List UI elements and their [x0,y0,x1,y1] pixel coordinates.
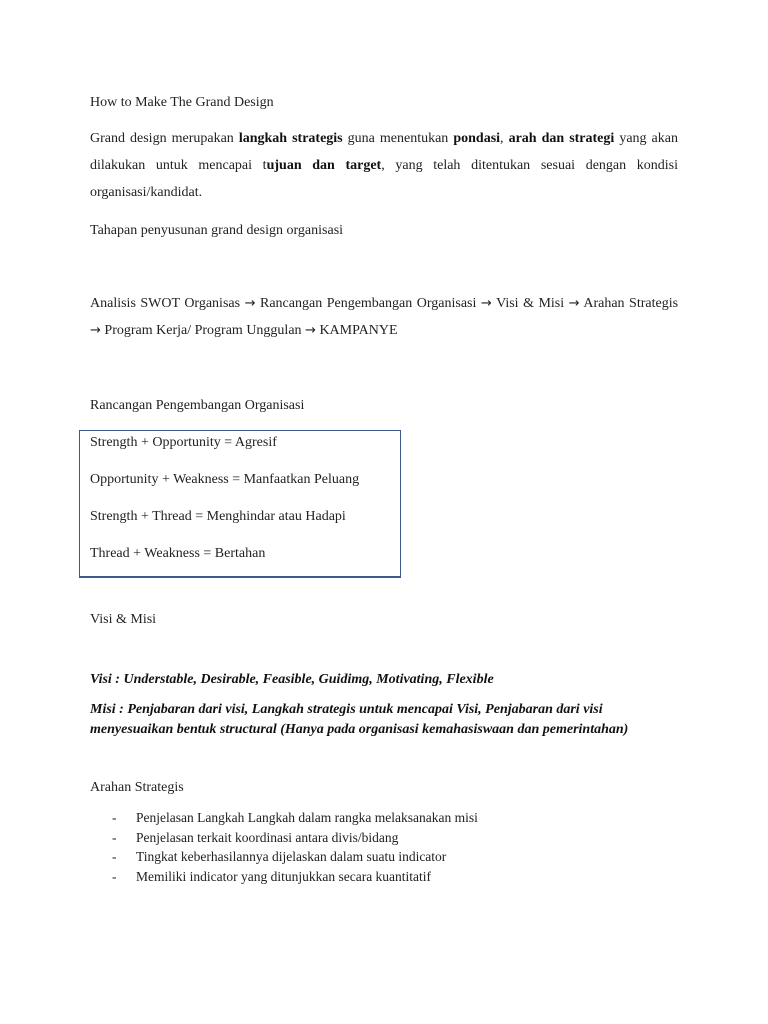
arrow-right-icon: → [568,296,580,311]
intro-bold-arah: arah dan strategi [508,131,615,146]
flow-step-kampanye: KAMPANYE [319,323,398,338]
tahapan-heading: Tahapan penyusunan grand design organisasi [90,223,344,238]
intro-text-2: guna menentukan [342,131,454,146]
visi-misi-heading: Visi & Misi [90,612,157,627]
intro-text-3: , [500,131,509,146]
flow-step-rancangan: Rancangan Pengembangan Organisasi [260,296,477,311]
arrow-right-icon: → [305,323,316,338]
misi-text: Misi : Penjabaran dari visi, Langkah strategis untuk mencapai Visi, Penjabaran dari visi menyesuaikan bentuk structural (Hanya pada organisasi kemahasiswaan dan pemerintahan) [90,702,629,737]
flow-step-swot: Analisis SWOT Organisas [90,296,241,311]
swot-box [79,430,401,578]
list-dash: - [112,810,117,825]
intro-text-1: Grand design merupakan [90,131,239,146]
flow-step-visi-misi: Visi & Misi [496,296,565,311]
arrow-right-icon: → [244,296,256,311]
intro-bold-pondasi: pondasi [453,131,501,146]
list-dash: - [112,849,117,864]
swot-row: Strength + Opportunity = Agresif [90,435,277,450]
visi-text: Visi : Understable, Desirable, Feasible, Guidimg, Motivating, Flexible [90,672,494,687]
intro-bold-langkah: langkah strategis [238,131,343,146]
document-title: How to Make The Grand Design [90,95,274,110]
arrow-right-icon: → [90,323,101,338]
flow-step-arahan: Arahan Strategis [583,296,679,311]
arahan-heading: Arahan Strategis [90,780,184,795]
intro-bold-tujuan: ujuan dan target [266,158,382,173]
swot-row: Strength + Thread = Menghindar atau Hadapi [90,509,346,524]
list-dash: - [112,829,117,845]
intro-paragraph [90,125,678,206]
swot-row: Thread + Weakness = Bertahan [90,546,266,561]
list-item-text: Memiliki indicator yang ditunjukkan secara kuantitatif [136,868,432,884]
list-dash: - [112,868,117,884]
flow-step-program: Program Kerja/ Program Unggulan [104,323,302,338]
swot-row: Opportunity + Weakness = Manfaatkan Peluang [90,472,360,487]
flow-paragraph [90,290,678,344]
arrow-right-icon: → [480,296,492,311]
list-item-text: Tingkat keberhasilannya dijelaskan dalam suatu indicator [136,849,447,864]
rancangan-heading: Rancangan Pengembangan Organisasi [90,398,305,413]
list-item-text: Penjelasan terkait koordinasi antara divis/bidang [136,829,399,845]
intro-text-4: yang akan dilakukan untuk mencapai t [90,131,678,173]
intro-text-5: , yang telah ditentukan sesuai dengan kondisi organisasi/kandidat. [90,158,678,200]
list-item-text: Penjelasan Langkah Langkah dalam rangka melaksanakan misi [136,810,478,825]
